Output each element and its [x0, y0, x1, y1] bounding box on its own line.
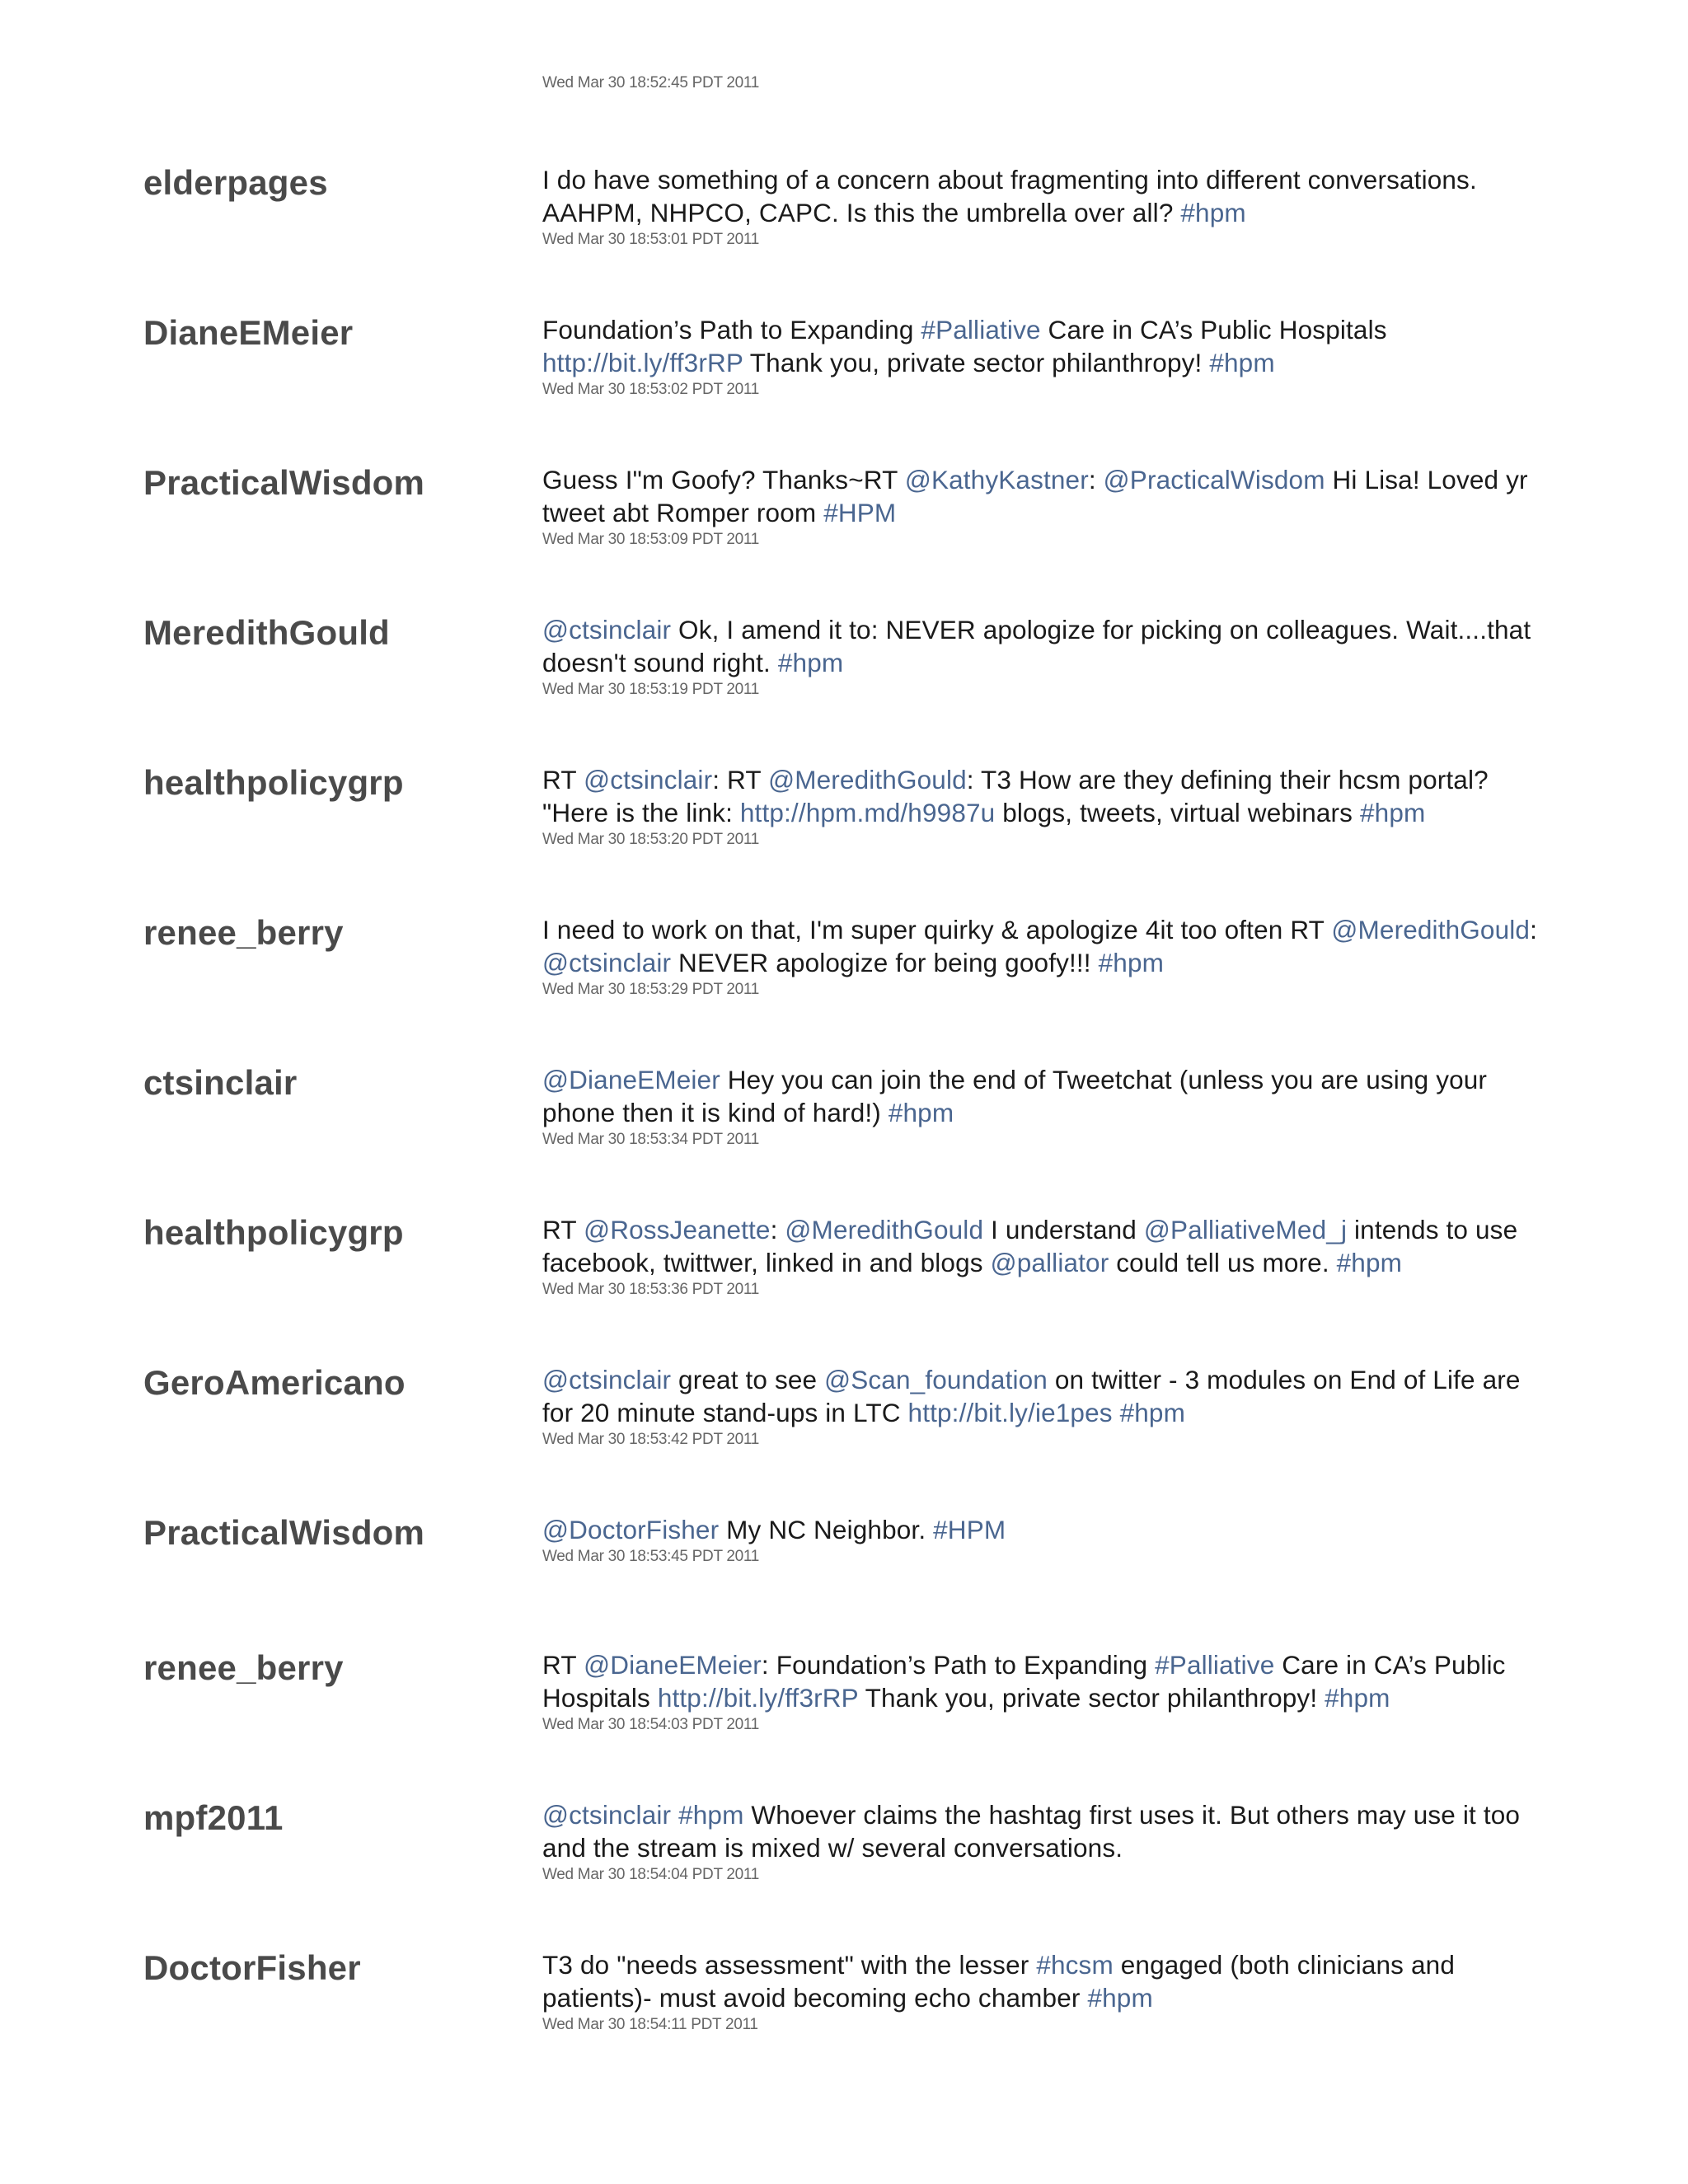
- tweet-entry: [0, 1213, 1688, 1337]
- tweet-entry: [0, 1648, 1688, 1772]
- tweet-content: [542, 763, 1548, 851]
- tweet-content: [542, 1948, 1548, 2036]
- tweet-text: [542, 613, 1548, 679]
- tweet-text-segment: : Foundation’s Path to Expanding: [761, 1650, 1156, 1680]
- tweet-text-segment: :: [1530, 915, 1537, 944]
- tweet-text-segment: RT: [542, 1215, 584, 1244]
- tweet-username[interactable]: renee_berry: [143, 1648, 344, 1687]
- tweet-username[interactable]: renee_berry: [143, 913, 344, 952]
- tweet-timestamp: Wed Mar 30 18:53:34 PDT 2011: [542, 1131, 760, 1148]
- hashtag-link[interactable]: #Palliative: [921, 315, 1041, 344]
- tweet-text-segment: on twitter - 3 modules on End of Life are for 20 minute stand-ups in LTC: [542, 1365, 1521, 1427]
- tweet-text-segment: I need to work on that, I'm super quirky & apologize 4it too often RT: [542, 915, 1332, 944]
- tweet-timestamp: Wed Mar 30 18:53:20 PDT 2011: [542, 831, 760, 848]
- tweet-text: [542, 313, 1548, 379]
- tweet-text: [542, 1363, 1548, 1429]
- tweet-text-segment: could tell us more.: [1109, 1248, 1337, 1277]
- tweet-text: [542, 463, 1548, 529]
- tweet-text-segment: Hey you can join the end of Tweetchat (unless you are using your phone then it is kind of hard!): [542, 1065, 1488, 1127]
- tweet-username[interactable]: PracticalWisdom: [143, 1513, 425, 1552]
- tweet-timestamp: Wed Mar 30 18:53:29 PDT 2011: [542, 981, 760, 998]
- hashtag-link[interactable]: #hpm: [888, 1098, 954, 1127]
- tweet-timestamp: Wed Mar 30 18:54:03 PDT 2011: [542, 1716, 760, 1733]
- tweet-timestamp: Wed Mar 30 18:53:19 PDT 2011: [542, 681, 760, 698]
- tweet-username[interactable]: healthpolicygrp: [143, 763, 404, 802]
- hashtag-link[interactable]: #HPM: [933, 1515, 1006, 1544]
- tweet-entry: [0, 1513, 1688, 1637]
- tweet-text-segment: RT: [542, 765, 584, 794]
- tweet-text-segment: Thank you, private sector philanthropy!: [743, 348, 1210, 377]
- hashtag-link[interactable]: #hpm: [777, 648, 844, 677]
- tweet-username[interactable]: MeredithGould: [143, 613, 390, 652]
- hashtag-link[interactable]: #hpm: [678, 1800, 744, 1830]
- tweet-username[interactable]: DianeEMeier: [143, 313, 354, 352]
- tweet-text-segment: Hi Lisa! Loved yr tweet abt Romper room: [542, 465, 1528, 527]
- tweet-timestamp: Wed Mar 30 18:54:04 PDT 2011: [542, 1866, 760, 1883]
- tweet-content: [542, 1213, 1548, 1301]
- tweet-content: [542, 1063, 1548, 1151]
- tweet-username[interactable]: mpf2011: [143, 1798, 284, 1837]
- tweet-text-segment: intends to use facebook, twittwer, linked in and blogs: [542, 1215, 1518, 1277]
- mention-link[interactable]: @ctsinclair: [542, 1365, 672, 1394]
- hashtag-link[interactable]: #hcsm: [1036, 1950, 1114, 1980]
- tweet-text-segment: Care in CA’s Public Hospitals: [542, 1650, 1506, 1713]
- hashtag-link[interactable]: #hpm: [1180, 198, 1246, 227]
- tweet-timestamp: Wed Mar 30 18:54:11 PDT 2011: [542, 2016, 758, 2033]
- hashtag-link[interactable]: #hpm: [1336, 1248, 1403, 1277]
- tweet-timestamp: Wed Mar 30 18:53:02 PDT 2011: [542, 381, 760, 398]
- tweet-entry: [0, 313, 1688, 437]
- tweet-text-segment: T3 do "needs assessment" with the lesser: [542, 1950, 1037, 1980]
- hashtag-link[interactable]: #hpm: [1325, 1683, 1390, 1713]
- tweet-text-segment: Care in CA’s Public Hospitals: [1040, 315, 1387, 344]
- tweet-entry: [0, 1063, 1688, 1187]
- tweet-text: [542, 763, 1548, 829]
- tweet-username[interactable]: DoctorFisher: [143, 1948, 361, 1987]
- tweet-text-segment: Ok, I amend it to: NEVER apologize for picking on colleagues. Wait....that doesn't sound right.: [542, 615, 1531, 677]
- tweet-text-segment: [1113, 1398, 1120, 1427]
- tweet-text-segment: I understand: [983, 1215, 1144, 1244]
- tweet-text-segment: [671, 1800, 678, 1830]
- tweet-text: [542, 1213, 1548, 1279]
- mention-link[interactable]: @ctsinclair: [542, 948, 672, 977]
- tweet-text-segment: Guess I"m Goofy? Thanks~RT: [542, 465, 905, 494]
- url-link[interactable]: http://bit.ly/ie1pes: [907, 1398, 1113, 1427]
- url-link[interactable]: http://bit.ly/ff3rRP: [657, 1683, 859, 1713]
- tweet-content: [542, 313, 1548, 401]
- tweet-content: [542, 163, 1548, 251]
- mention-link[interactable]: @ctsinclair: [542, 1800, 672, 1830]
- mention-link[interactable]: @ctsinclair: [542, 615, 672, 644]
- tweet-timestamp: Wed Mar 30 18:53:36 PDT 2011: [542, 1281, 760, 1298]
- tweet-username[interactable]: GeroAmericano: [143, 1363, 406, 1402]
- mention-link[interactable]: @DianeEMeier: [584, 1650, 762, 1680]
- tweet-text-segment: I do have something of a concern about fragmenting into different conversations. AAHPM, NHPCO, CAPC. Is this the umbrella over all?: [542, 165, 1477, 227]
- hashtag-link[interactable]: #HPM: [823, 498, 897, 527]
- tweet-content: [542, 1513, 1548, 1568]
- tweet-entry: [0, 463, 1688, 587]
- tweet-entry: [0, 163, 1688, 287]
- tweet-timestamp: Wed Mar 30 18:53:45 PDT 2011: [542, 1548, 760, 1565]
- mention-link[interactable]: @Scan_foundation: [824, 1365, 1048, 1394]
- hashtag-link[interactable]: #hpm: [1209, 348, 1275, 377]
- tweet-text-segment: :: [770, 1215, 785, 1244]
- tweet-text: [542, 163, 1548, 229]
- mention-link[interactable]: @palliator: [990, 1248, 1109, 1277]
- mention-link[interactable]: @PracticalWisdom: [1103, 465, 1325, 494]
- tweet-text-segment: engaged (both clinicians and patients)- must avoid becoming echo chamber: [542, 1950, 1455, 2013]
- mention-link[interactable]: @MeredithGould: [768, 765, 967, 794]
- tweet-entry: [0, 1948, 1688, 2072]
- tweet-entry: [0, 763, 1688, 887]
- tweet-entry: [0, 1363, 1688, 1487]
- mention-link[interactable]: @MeredithGould: [785, 1215, 984, 1244]
- tweet-entry: [0, 913, 1688, 1037]
- tweet-content: [542, 463, 1548, 551]
- tweet-text-segment: :: [1088, 465, 1104, 494]
- tweet-content: [542, 1798, 1548, 1886]
- tweet-timestamp: Wed Mar 30 18:53:01 PDT 2011: [542, 231, 760, 248]
- tweet-content: [542, 613, 1548, 701]
- hashtag-link[interactable]: #Palliative: [1155, 1650, 1275, 1680]
- hashtag-link[interactable]: #hpm: [1087, 1983, 1153, 2013]
- tweet-text-segment: Foundation’s Path to Expanding: [542, 315, 921, 344]
- tweet-text: [542, 1513, 1548, 1546]
- tweet-entry: [0, 1798, 1688, 1922]
- tweet-text: [542, 1948, 1548, 2014]
- tweet-text-segment: RT: [542, 1650, 584, 1680]
- hashtag-link[interactable]: #hpm: [1119, 1398, 1185, 1427]
- tweet-text-segment: Thank you, private sector philanthropy!: [858, 1683, 1325, 1713]
- tweet-text-segment: : T3 How are they defining their hcsm portal? "Here is the link:: [542, 765, 1489, 827]
- tweet-text-segment: blogs, tweets, virtual webinars: [995, 798, 1360, 827]
- tweet-text-segment: NEVER apologize for being goofy!!!: [671, 948, 1099, 977]
- tweet-text-segment: : RT: [712, 765, 769, 794]
- mention-link[interactable]: @DianeEMeier: [542, 1065, 720, 1094]
- mention-link[interactable]: @KathyKastner: [904, 465, 1089, 494]
- tweet-text: [542, 1648, 1548, 1714]
- hashtag-link[interactable]: #hpm: [1359, 798, 1426, 827]
- tweet-text-segment: Whoever claims the hashtag first uses it. But others may use it too and the stream is mixed w/ several conversations.: [542, 1800, 1521, 1863]
- url-link[interactable]: http://hpm.md/h9987u: [739, 798, 996, 827]
- tweet-timestamp: Wed Mar 30 18:53:09 PDT 2011: [542, 531, 760, 548]
- tweet-entry: [0, 613, 1688, 737]
- tweet-text-segment: My NC Neighbor.: [719, 1515, 934, 1544]
- tweet-username[interactable]: PracticalWisdom: [143, 463, 425, 502]
- tweet-content: [542, 913, 1548, 1001]
- tweet-text-segment: great to see: [671, 1365, 825, 1394]
- tweet-text: [542, 913, 1548, 979]
- tweet-username[interactable]: ctsinclair: [143, 1063, 298, 1102]
- leading-timestamp: Wed Mar 30 18:52:45 PDT 2011: [542, 74, 760, 91]
- tweet-content: [542, 1648, 1548, 1736]
- tweet-content: [542, 1363, 1548, 1451]
- tweet-timestamp: Wed Mar 30 18:53:42 PDT 2011: [542, 1431, 760, 1448]
- url-link[interactable]: http://bit.ly/ff3rRP: [542, 348, 743, 377]
- tweet-username[interactable]: healthpolicygrp: [143, 1213, 404, 1252]
- hashtag-link[interactable]: #hpm: [1098, 948, 1165, 977]
- mention-link[interactable]: @DoctorFisher: [542, 1515, 720, 1544]
- mention-link[interactable]: @MeredithGould: [1331, 915, 1531, 944]
- tweet-username[interactable]: elderpages: [143, 163, 328, 202]
- tweet-text: [542, 1798, 1548, 1864]
- mention-link[interactable]: @RossJeanette: [584, 1215, 771, 1244]
- tweet-text: [542, 1063, 1548, 1129]
- mention-link[interactable]: @ctsinclair: [584, 765, 713, 794]
- mention-link[interactable]: @PalliativeMed_j: [1143, 1215, 1348, 1244]
